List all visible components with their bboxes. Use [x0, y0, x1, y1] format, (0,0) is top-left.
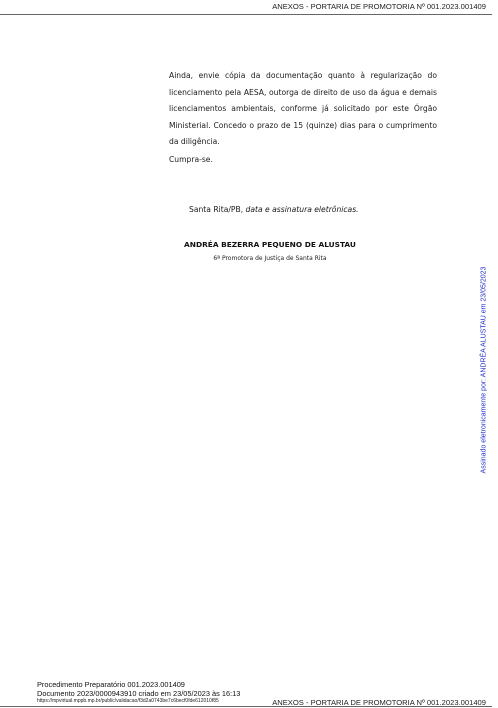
footer-document: Documento 2023/0000943910 criado em 23/05/2023 às 16:13	[37, 688, 241, 698]
footer-rule	[0, 706, 492, 707]
signer-name: ANDRÉA BEZERRA PEQUENO DE ALUSTAU	[184, 240, 356, 249]
document-body	[169, 68, 437, 151]
header-title: ANEXOS - PORTARIA DE PROMOTORIA Nº 001.2023.001409	[272, 2, 486, 11]
footer-title: ANEXOS - PORTARIA DE PROMOTORIA Nº 001.2023.001409	[272, 698, 486, 707]
footer-procedure: Procedimento Preparatório 001.2023.001409	[37, 680, 185, 689]
signer-role: 6ª Promotora de Justiça de Santa Rita	[213, 255, 327, 262]
electronic-signature-stamp: Assinado eletronicamente por: ANDRÉA ALUSTAU em 23/05/2023	[480, 266, 488, 474]
date-note: data e assinatura eletrônicas.	[245, 205, 359, 214]
place-date-line	[189, 205, 359, 214]
closing-text: Cumpra-se.	[169, 155, 213, 164]
footer-info	[37, 681, 240, 705]
place-text: Santa Rita/PB,	[189, 205, 246, 214]
footer-validation-link[interactable]: https://mpvirtual.mppb.mp.br/public/validacao/f3d2a0743be7c6becf0fde612010f85	[37, 698, 219, 705]
body-paragraph: Ainda, envie cópia da documentação quanto à regularização do licenciamento pela AESA, outorga de direito de uso da água e demais licenciamentos ambientais, conforme já solicitado por este Órgão Ministerial. Concedo o prazo de 15 (quinze) dias para o cumprimento da diligência.	[169, 71, 437, 147]
